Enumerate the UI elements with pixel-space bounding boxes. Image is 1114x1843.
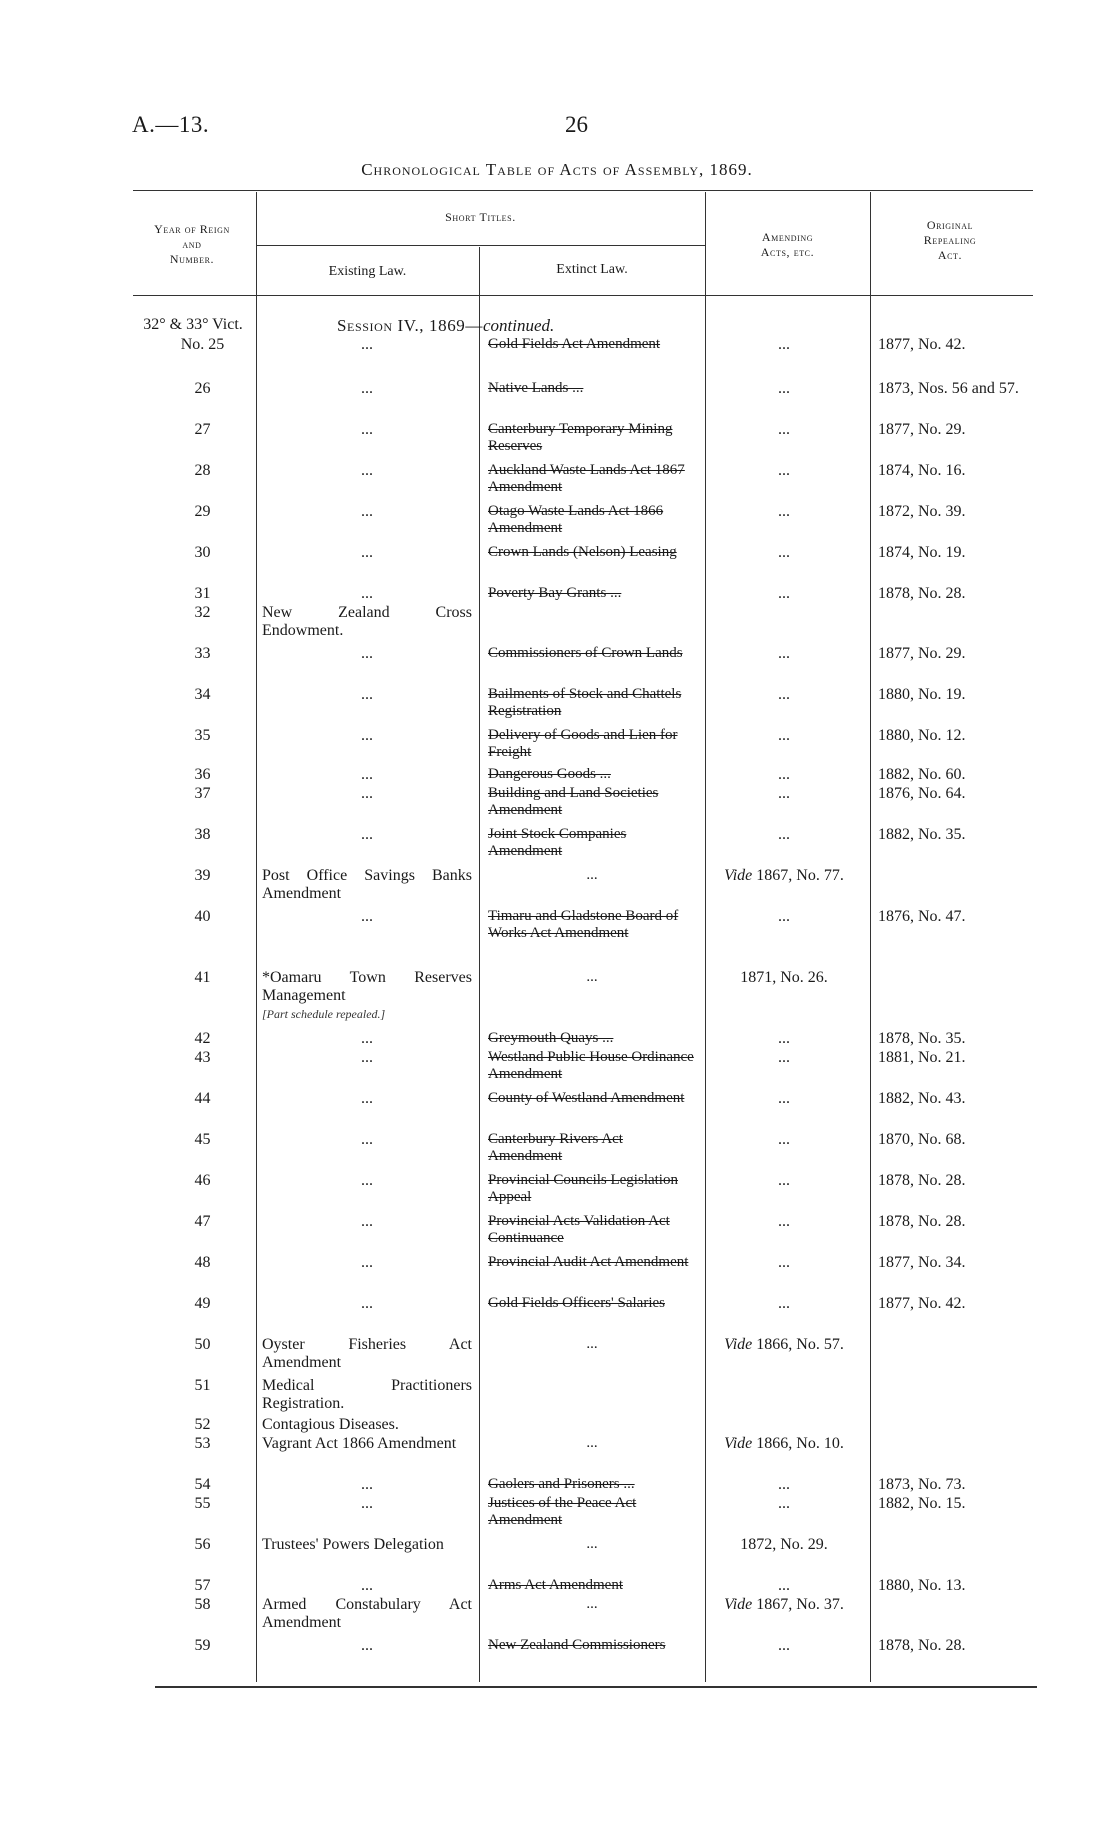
extinct-law-title: Building and Land Societies Amendment bbox=[488, 785, 659, 818]
extinct-law-title: Commissioners of Crown Lands bbox=[488, 645, 683, 661]
repealing-act-cell: 1872, No. 39. bbox=[878, 503, 966, 520]
act-number: 54 bbox=[194, 1476, 211, 1493]
amending-act-ref: ... bbox=[778, 1254, 790, 1271]
col-divider-1 bbox=[256, 192, 257, 1682]
amending-act-cell bbox=[705, 645, 863, 663]
extinct-law-cell bbox=[488, 336, 696, 353]
act-number: 28 bbox=[194, 462, 211, 479]
extinct-law-cell bbox=[488, 1090, 696, 1107]
act-number: No. 25 bbox=[180, 336, 225, 353]
amending-act-ref: ... bbox=[778, 1030, 790, 1047]
amending-act-cell bbox=[705, 1536, 863, 1554]
amending-act-cell bbox=[705, 1213, 863, 1231]
col-divider-4 bbox=[870, 192, 871, 1682]
amending-act-cell bbox=[705, 908, 863, 926]
existing-law-cell bbox=[262, 1049, 472, 1067]
extinct-law-cell bbox=[488, 686, 696, 720]
header-amending: Amending Acts, etc. bbox=[760, 230, 815, 259]
amending-act-ref: ... bbox=[778, 585, 790, 602]
repealing-act-cell: 1877, No. 29. bbox=[878, 645, 966, 662]
repealing-act-cell: 1876, No. 64. bbox=[878, 785, 966, 802]
repealing-act-cell: 1878, No. 28. bbox=[878, 1172, 966, 1189]
existing-law-cell bbox=[262, 1435, 472, 1453]
existing-law-cell bbox=[262, 1536, 472, 1554]
amending-act-cell bbox=[705, 1030, 863, 1048]
amending-act-ref: ... bbox=[778, 336, 790, 353]
existing-law-dots: ... bbox=[361, 766, 373, 783]
existing-law-dots: ... bbox=[361, 785, 373, 802]
extinct-law-cell bbox=[488, 544, 696, 561]
existing-law-dots: ... bbox=[361, 908, 373, 925]
existing-law-cell bbox=[262, 462, 472, 480]
short-titles-underline bbox=[256, 245, 705, 246]
act-number: 33 bbox=[194, 645, 211, 662]
extinct-law-title: Gold Fields Officers' Salaries bbox=[488, 1295, 665, 1311]
amending-act-cell bbox=[705, 686, 863, 704]
amending-act-ref: ... bbox=[778, 1090, 790, 1107]
existing-law-cell bbox=[262, 1577, 472, 1595]
repealing-act-cell: 1880, No. 12. bbox=[878, 727, 966, 744]
extinct-law-title: Greymouth Quays ... bbox=[488, 1030, 614, 1046]
act-number: 26 bbox=[194, 380, 211, 397]
existing-law-dots: ... bbox=[361, 544, 373, 561]
extinct-law-cell bbox=[488, 1435, 696, 1452]
existing-law-cell bbox=[262, 1476, 472, 1494]
act-number: 36 bbox=[194, 766, 211, 783]
header-existing: Existing Law. bbox=[328, 264, 407, 279]
amending-act-cell bbox=[705, 1596, 863, 1614]
act-number: 32 bbox=[194, 604, 211, 621]
extinct-law-title: County of Westland Amendment bbox=[488, 1090, 685, 1106]
page-title: Chronological Table of Acts of Assembly, 1869. bbox=[361, 160, 753, 179]
repealing-act-cell: 1880, No. 13. bbox=[878, 1577, 966, 1594]
act-number: 30 bbox=[194, 544, 211, 561]
amending-act-cell bbox=[705, 727, 863, 745]
extinct-law-cell bbox=[488, 785, 696, 819]
extinct-law-cell bbox=[488, 908, 696, 942]
extinct-law-title: Timaru and Gladstone Board of Works Act Amendment bbox=[488, 908, 679, 941]
amending-act-cell bbox=[705, 1476, 863, 1494]
existing-law-note: [Part schedule repealed.] bbox=[262, 1007, 386, 1021]
existing-law-dots: ... bbox=[361, 1476, 373, 1493]
act-number: 50 bbox=[194, 1336, 211, 1353]
extinct-law-cell bbox=[488, 826, 696, 860]
existing-law-dots: ... bbox=[361, 336, 373, 353]
existing-law-dots: ... bbox=[361, 826, 373, 843]
extinct-law-dots: ... bbox=[586, 1336, 598, 1352]
amending-act-cell bbox=[705, 1495, 863, 1513]
act-number: 41 bbox=[194, 969, 211, 986]
existing-law-cell bbox=[262, 785, 472, 803]
existing-law-cell bbox=[262, 727, 472, 745]
amending-act-cell bbox=[705, 1131, 863, 1149]
existing-law-title: New Zealand Cross Endowment. bbox=[262, 604, 472, 639]
repealing-act-cell: 1882, No. 35. bbox=[878, 826, 966, 843]
amending-act-cell bbox=[705, 1090, 863, 1108]
extinct-law-cell bbox=[488, 1030, 696, 1047]
extinct-law-title: Gold Fields Act Amendment bbox=[488, 336, 661, 352]
extinct-law-cell bbox=[488, 1476, 696, 1493]
extinct-law-cell bbox=[488, 1336, 696, 1353]
existing-law-dots: ... bbox=[361, 1254, 373, 1271]
header-extinct: Extinct Law. bbox=[556, 262, 628, 277]
extinct-law-dots: ... bbox=[586, 1596, 598, 1612]
amending-act-ref: ... bbox=[778, 503, 790, 520]
act-number: 37 bbox=[194, 785, 211, 802]
act-number: 38 bbox=[194, 826, 211, 843]
repealing-act-cell: 1877, No. 29. bbox=[878, 421, 966, 438]
amending-act-cell bbox=[705, 1254, 863, 1272]
amending-act-cell bbox=[705, 544, 863, 562]
extinct-law-cell bbox=[488, 585, 696, 602]
repealing-act-cell: 1876, No. 47. bbox=[878, 908, 966, 925]
existing-law-cell bbox=[262, 766, 472, 784]
existing-law-cell bbox=[262, 1596, 472, 1632]
existing-law-cell bbox=[262, 1213, 472, 1231]
extinct-law-cell bbox=[488, 421, 696, 455]
act-number: 42 bbox=[194, 1030, 211, 1047]
extinct-law-title: Auckland Waste Lands Act 1867 Amendment bbox=[488, 462, 685, 495]
existing-law-cell bbox=[262, 1336, 472, 1372]
amending-act-cell bbox=[705, 1336, 863, 1354]
act-number: 43 bbox=[194, 1049, 211, 1066]
act-number: 34 bbox=[194, 686, 211, 703]
repealing-act-cell: 1882, No. 43. bbox=[878, 1090, 966, 1107]
extinct-law-cell bbox=[488, 766, 696, 783]
amending-act-ref: ... bbox=[778, 645, 790, 662]
page-reference: A.—13. bbox=[132, 112, 210, 137]
extinct-law-title: Canterbury Temporary Mining Reserves bbox=[488, 421, 673, 454]
repealing-act-cell: 1874, No. 16. bbox=[878, 462, 966, 479]
amending-act-ref: ... bbox=[778, 421, 790, 438]
vide-label: Vide bbox=[724, 867, 753, 884]
existing-law-dots: ... bbox=[361, 1131, 373, 1148]
existing-law-cell bbox=[262, 503, 472, 521]
existing-law-title: Post Office Savings Banks Amendment bbox=[262, 867, 472, 902]
existing-law-cell bbox=[262, 867, 472, 903]
existing-law-dots: ... bbox=[361, 686, 373, 703]
existing-law-dots: ... bbox=[361, 1090, 373, 1107]
extinct-law-title: Delivery of Goods and Lien for Freight bbox=[488, 727, 678, 760]
extinct-law-title: Joint Stock Companies Amendment bbox=[488, 826, 627, 859]
amending-act-ref: ... bbox=[778, 1213, 790, 1230]
existing-law-cell bbox=[262, 1131, 472, 1149]
amending-act-cell bbox=[705, 380, 863, 398]
extinct-law-title: Provincial Councils Legislation Appeal bbox=[488, 1172, 678, 1205]
amending-act-cell bbox=[705, 826, 863, 844]
act-number: 56 bbox=[194, 1536, 211, 1553]
existing-law-title: Armed Constabulary Act Amendment bbox=[262, 1596, 472, 1631]
existing-law-cell bbox=[262, 1377, 472, 1413]
amending-act-ref: 1866, No. 10. bbox=[756, 1435, 844, 1452]
extinct-law-dots: ... bbox=[586, 867, 598, 883]
existing-law-cell bbox=[262, 645, 472, 663]
amending-act-ref: ... bbox=[778, 686, 790, 703]
extinct-law-cell bbox=[488, 1536, 696, 1553]
extinct-law-dots: ... bbox=[586, 969, 598, 985]
extinct-law-cell bbox=[488, 1495, 696, 1529]
act-number: 31 bbox=[194, 585, 211, 602]
repealing-act-cell: 1870, No. 68. bbox=[878, 1131, 966, 1148]
amending-act-ref: ... bbox=[778, 1295, 790, 1312]
existing-law-dots: ... bbox=[361, 1637, 373, 1654]
amending-act-ref: ... bbox=[778, 1476, 790, 1493]
existing-law-cell bbox=[262, 585, 472, 603]
amending-act-ref: 1872, No. 29. bbox=[740, 1536, 828, 1553]
existing-law-dots: ... bbox=[361, 1172, 373, 1189]
extinct-law-title: Bailments of Stock and Chattels Registration bbox=[488, 686, 682, 719]
extinct-law-cell bbox=[488, 1172, 696, 1206]
repealing-act-cell: 1882, No. 60. bbox=[878, 766, 966, 783]
amending-act-ref: ... bbox=[778, 1495, 790, 1512]
header-short-titles: Short Titles. bbox=[445, 210, 516, 224]
existing-law-title: *Oamaru Town Reserves Management bbox=[262, 969, 472, 1004]
existing-law-title: Oyster Fisheries Act Amendment bbox=[262, 1336, 472, 1371]
act-number: 57 bbox=[194, 1577, 211, 1594]
act-number: 51 bbox=[194, 1377, 211, 1394]
existing-law-cell bbox=[262, 1172, 472, 1190]
existing-law-title: Trustees' Powers Delegation bbox=[262, 1536, 444, 1553]
extinct-law-title: Canterbury Rivers Act Amendment bbox=[488, 1131, 623, 1164]
header-repealing: Original Repealing Act. bbox=[923, 218, 977, 262]
vide-label: Vide bbox=[724, 1435, 753, 1452]
existing-law-title: Contagious Diseases. bbox=[262, 1416, 399, 1433]
amending-act-cell bbox=[705, 1435, 863, 1453]
extinct-law-title: Provincial Audit Act Amendment bbox=[488, 1254, 689, 1270]
col-divider-3 bbox=[705, 192, 706, 1682]
amending-act-ref: ... bbox=[778, 908, 790, 925]
amending-act-ref: ... bbox=[778, 1637, 790, 1654]
amending-act-cell bbox=[705, 585, 863, 603]
repealing-act-cell: 1882, No. 15. bbox=[878, 1495, 966, 1512]
amending-act-cell bbox=[705, 766, 863, 784]
repealing-act-cell: 1873, No. 73. bbox=[878, 1476, 966, 1493]
extinct-law-title: Arms Act Amendment bbox=[488, 1577, 623, 1593]
amending-act-ref: ... bbox=[778, 785, 790, 802]
amending-act-cell bbox=[705, 421, 863, 439]
amending-act-ref: ... bbox=[778, 727, 790, 744]
existing-law-dots: ... bbox=[361, 462, 373, 479]
act-number: 49 bbox=[194, 1295, 211, 1312]
extinct-law-cell bbox=[488, 1295, 696, 1312]
amending-act-cell bbox=[705, 785, 863, 803]
extinct-law-title: Dangerous Goods ... bbox=[488, 766, 611, 782]
extinct-law-title: Crown Lands (Nelson) Leasing bbox=[488, 544, 677, 560]
extinct-law-cell bbox=[488, 1596, 696, 1613]
extinct-law-cell bbox=[488, 1049, 696, 1083]
existing-law-title: Vagrant Act 1866 Amendment bbox=[262, 1435, 457, 1452]
amending-act-ref: ... bbox=[778, 1577, 790, 1594]
act-number: 47 bbox=[194, 1213, 211, 1230]
existing-law-cell bbox=[262, 1295, 472, 1313]
header-bottom-rule bbox=[133, 295, 1033, 296]
extinct-law-cell bbox=[488, 867, 696, 884]
act-number: 29 bbox=[194, 503, 211, 520]
reign-label: 32° & 33° Vict. bbox=[143, 316, 243, 333]
amending-act-ref: ... bbox=[778, 1131, 790, 1148]
amending-act-cell bbox=[705, 462, 863, 480]
act-number: 27 bbox=[194, 421, 211, 438]
extinct-law-title: Gaolers and Prisoners ... bbox=[488, 1476, 635, 1492]
repealing-act-cell: 1877, No. 42. bbox=[878, 336, 966, 353]
act-number: 35 bbox=[194, 727, 211, 744]
existing-law-cell bbox=[262, 1495, 472, 1513]
existing-law-dots: ... bbox=[361, 727, 373, 744]
repealing-act-cell: 1878, No. 28. bbox=[878, 585, 966, 602]
repealing-act-cell: 1880, No. 19. bbox=[878, 686, 966, 703]
existing-law-cell bbox=[262, 969, 472, 1023]
vide-label: Vide bbox=[724, 1336, 753, 1353]
vide-label: Vide bbox=[724, 1596, 753, 1613]
existing-law-cell bbox=[262, 1254, 472, 1272]
existing-law-cell bbox=[262, 908, 472, 926]
amending-act-ref: ... bbox=[778, 766, 790, 783]
act-number: 58 bbox=[194, 1596, 211, 1613]
existing-law-cell bbox=[262, 1090, 472, 1108]
existing-law-cell bbox=[262, 1416, 472, 1434]
repealing-act-cell: 1878, No. 28. bbox=[878, 1213, 966, 1230]
existing-law-dots: ... bbox=[361, 1295, 373, 1312]
existing-law-cell bbox=[262, 421, 472, 439]
act-number: 48 bbox=[194, 1254, 211, 1271]
amending-act-cell bbox=[705, 503, 863, 521]
act-number: 52 bbox=[194, 1416, 211, 1433]
act-number: 53 bbox=[194, 1435, 211, 1452]
extinct-law-cell bbox=[488, 1637, 696, 1654]
amending-act-cell bbox=[705, 969, 863, 987]
amending-act-cell bbox=[705, 1295, 863, 1313]
amending-act-ref: ... bbox=[778, 1172, 790, 1189]
extinct-law-cell bbox=[488, 503, 696, 537]
amending-act-cell bbox=[705, 867, 863, 885]
act-number: 45 bbox=[194, 1131, 211, 1148]
repealing-act-cell: 1877, No. 42. bbox=[878, 1295, 966, 1312]
table-bottom-rule bbox=[155, 1686, 1037, 1688]
amending-act-ref: ... bbox=[778, 544, 790, 561]
amending-act-ref: 1867, No. 37. bbox=[756, 1596, 844, 1613]
header-year: Year of Reign and Number. bbox=[154, 222, 230, 266]
existing-law-title: Medical Practitioners Registration. bbox=[262, 1377, 472, 1412]
repealing-act-cell: 1874, No. 19. bbox=[878, 544, 966, 561]
repealing-act-cell: 1881, No. 21. bbox=[878, 1049, 966, 1066]
existing-law-dots: ... bbox=[361, 380, 373, 397]
table-top-rule bbox=[133, 190, 1033, 191]
repealing-act-cell: 1878, No. 28. bbox=[878, 1637, 966, 1654]
existing-law-dots: ... bbox=[361, 645, 373, 662]
existing-law-dots: ... bbox=[361, 503, 373, 520]
amending-act-cell bbox=[705, 1049, 863, 1067]
extinct-law-cell bbox=[488, 1213, 696, 1247]
extinct-law-cell bbox=[488, 1131, 696, 1165]
existing-law-cell bbox=[262, 336, 472, 354]
amending-act-cell bbox=[705, 336, 863, 354]
existing-law-cell bbox=[262, 1637, 472, 1655]
page-number: 26 bbox=[565, 112, 588, 137]
session-heading: Session IV., 1869—continued. bbox=[337, 316, 555, 335]
extinct-law-title: Justices of the Peace Act Amendment bbox=[488, 1495, 637, 1528]
amending-act-cell bbox=[705, 1172, 863, 1190]
extinct-law-title: Native Lands ... bbox=[488, 380, 584, 396]
existing-law-cell bbox=[262, 380, 472, 398]
repealing-act-cell: 1878, No. 35. bbox=[878, 1030, 966, 1047]
existing-law-cell bbox=[262, 604, 472, 640]
act-number: 44 bbox=[194, 1090, 211, 1107]
act-number: 46 bbox=[194, 1172, 211, 1189]
repealing-act-cell: 1873, Nos. 56 and 57. bbox=[878, 380, 1019, 397]
existing-law-dots: ... bbox=[361, 585, 373, 602]
act-number: 39 bbox=[194, 867, 211, 884]
amending-act-ref: ... bbox=[778, 380, 790, 397]
existing-law-cell bbox=[262, 826, 472, 844]
extinct-law-cell bbox=[488, 645, 696, 662]
existing-law-dots: ... bbox=[361, 1213, 373, 1230]
extinct-law-title: Poverty Bay Grants ... bbox=[488, 585, 622, 601]
existing-law-dots: ... bbox=[361, 1577, 373, 1594]
extinct-law-dots: ... bbox=[586, 1435, 598, 1451]
extinct-law-cell bbox=[488, 462, 696, 496]
extinct-law-cell bbox=[488, 1577, 696, 1594]
amending-act-cell bbox=[705, 1637, 863, 1655]
amending-act-ref: ... bbox=[778, 826, 790, 843]
act-number: 59 bbox=[194, 1637, 211, 1654]
extinct-law-cell bbox=[488, 727, 696, 761]
extinct-law-title: Provincial Acts Validation Act Continuance bbox=[488, 1213, 670, 1246]
extinct-law-title: Westland Public House Ordinance Amendment bbox=[488, 1049, 694, 1082]
extinct-law-cell bbox=[488, 969, 696, 986]
existing-law-cell bbox=[262, 544, 472, 562]
extinct-law-title: New Zealand Commissioners bbox=[488, 1637, 666, 1653]
col-divider-2 bbox=[479, 247, 480, 1682]
amending-act-ref: ... bbox=[778, 462, 790, 479]
extinct-law-cell bbox=[488, 380, 696, 397]
repealing-act-cell: 1877, No. 34. bbox=[878, 1254, 966, 1271]
existing-law-cell bbox=[262, 1030, 472, 1048]
amending-act-ref: 1866, No. 57. bbox=[756, 1336, 844, 1353]
amending-act-ref: 1871, No. 26. bbox=[740, 969, 828, 986]
act-number: 55 bbox=[194, 1495, 211, 1512]
existing-law-cell bbox=[262, 686, 472, 704]
extinct-law-cell bbox=[488, 1254, 696, 1271]
amending-act-ref: ... bbox=[778, 1049, 790, 1066]
act-number: 40 bbox=[194, 908, 211, 925]
extinct-law-title: Otago Waste Lands Act 1866 Amendment bbox=[488, 503, 664, 536]
existing-law-dots: ... bbox=[361, 1049, 373, 1066]
amending-act-ref: 1867, No. 77. bbox=[756, 867, 844, 884]
existing-law-dots: ... bbox=[361, 1495, 373, 1512]
extinct-law-dots: ... bbox=[586, 1536, 598, 1552]
existing-law-dots: ... bbox=[361, 1030, 373, 1047]
amending-act-cell bbox=[705, 1577, 863, 1595]
existing-law-dots: ... bbox=[361, 421, 373, 438]
